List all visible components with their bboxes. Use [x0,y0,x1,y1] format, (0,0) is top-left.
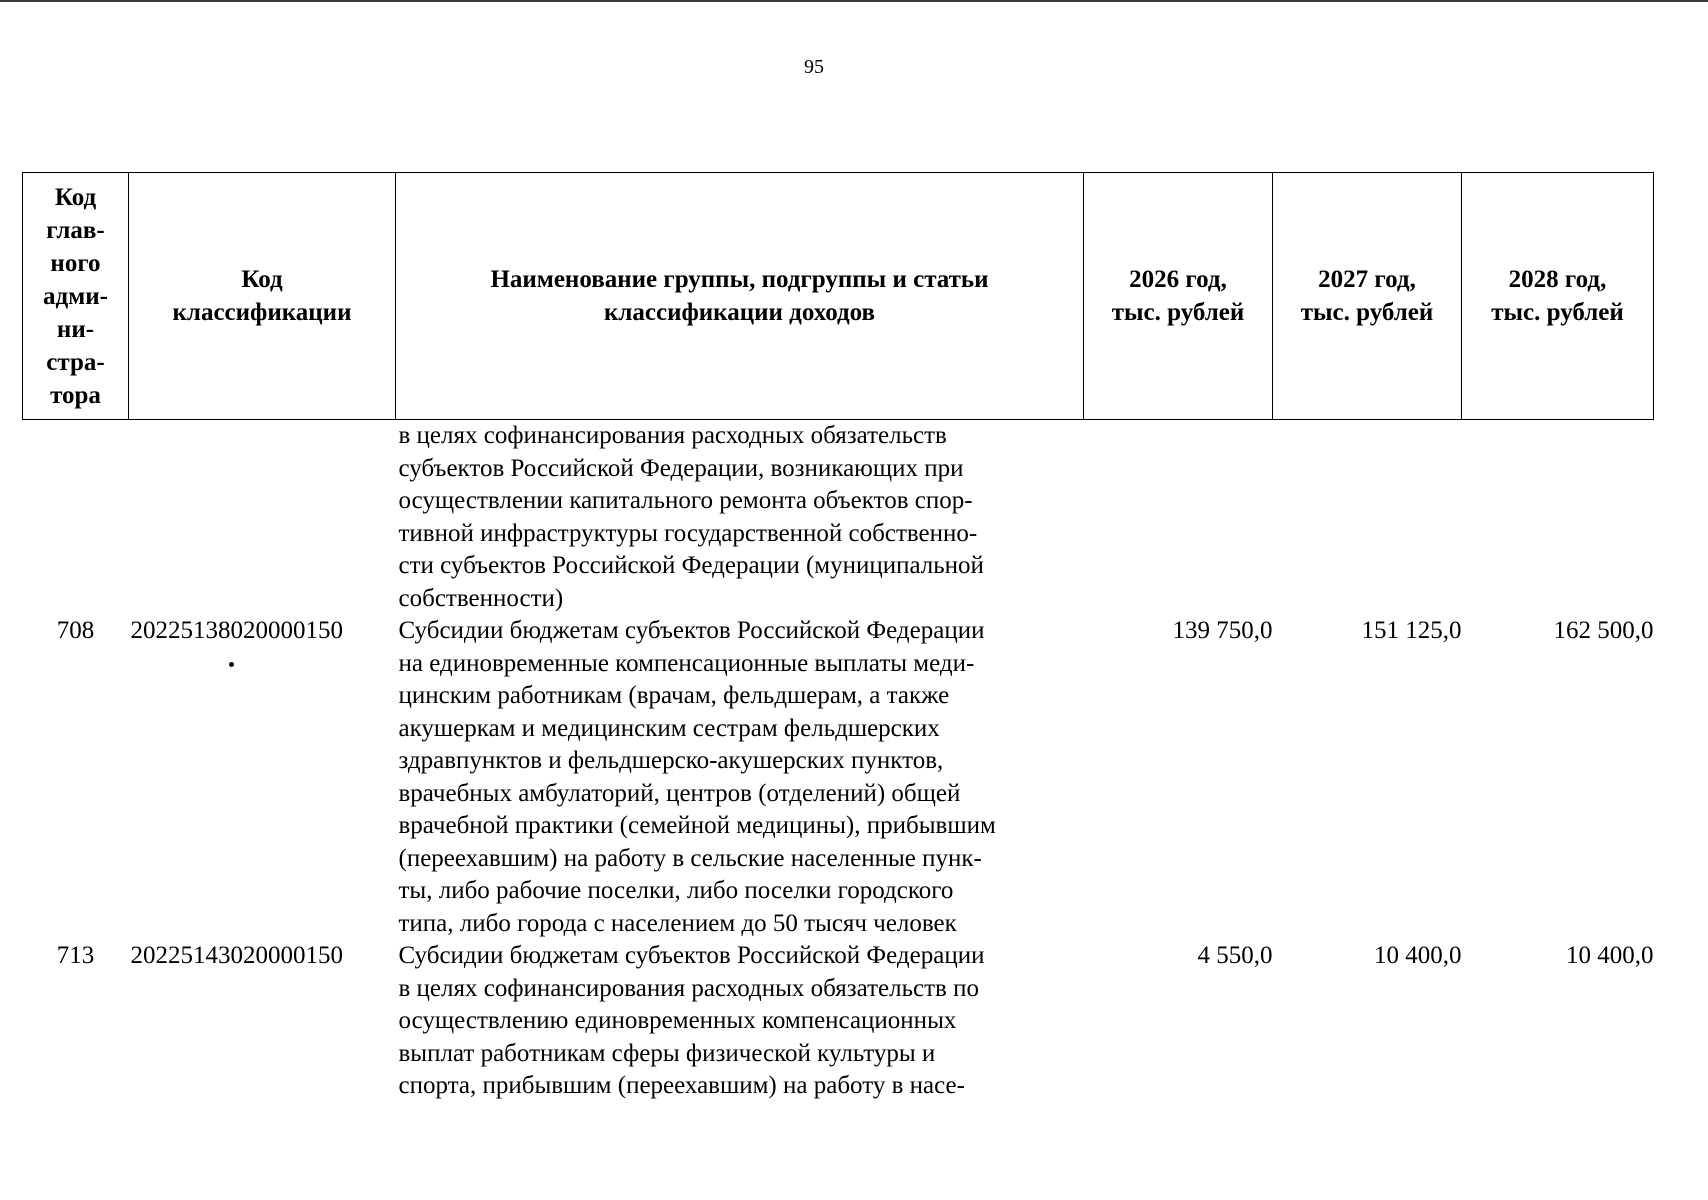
cell-value-2026: 139 750,0 [1172,617,1273,644]
text-line: в целях софинансирования расходных обязательств [398,422,947,449]
header-2026-line: 2026 год, [1129,266,1227,293]
header-2026-line: тыс. рублей [1111,299,1245,326]
text-line: цинским работникам (врачам, фельдшерам, а также [398,682,950,709]
cell-admin-code: 713 [56,942,95,969]
cell-value-2028: 162 500,0 [1553,617,1654,644]
cell-value-2027: 10 400,0 [1374,942,1462,969]
header-class-code-line: Код [241,266,283,293]
header-admin-code-line: Код [54,183,97,211]
budget-table [22,172,1654,1103]
cell-2027-empty [1273,420,1462,616]
cell-income-name [396,940,1084,1103]
text-line: выплат работникам сферы физической культуры и [398,1039,936,1067]
page-number: 95 [804,56,824,78]
table-body [23,420,1654,1103]
header-2027-line: тыс. рублей [1300,299,1434,326]
header-2027 [1273,173,1462,420]
scan-top-edge [0,0,1708,2]
cell-admin-empty [23,420,129,616]
header-income-name-line: Наименование группы, подгруппы и статьи [490,266,989,293]
cell-class-code [129,940,396,1103]
header-income-name-line: классификации доходов [603,299,876,326]
text-line: ты, либо рабочие поселки, либо поселки городского [398,877,954,904]
header-income-name [396,173,1084,420]
cell-value-2026: 4 550,0 [1197,942,1273,969]
table-header [23,173,1654,420]
header-class-code-line: классификации [172,299,352,326]
scan-dot-mark [229,662,234,667]
header-row [23,173,1654,420]
header-admin-code-line: глав- [46,216,105,244]
text-line: субъектов Российской Федерации, возникающих при [398,454,964,482]
table-row [23,615,1654,940]
text-line: акушеркам и медицинским сестрам фельдшерских [398,714,940,742]
text-line: тивной инфраструктуры государственной собственно- [398,519,978,547]
cell-class-code [129,615,396,940]
text-line: спорта, прибывшим (переехавшим) на работу в насе- [398,1072,965,1099]
text-line: Субсидии бюджетам субъектов Российской Федерации [398,617,985,644]
text-line: осуществлении капитального ремонта объектов спор- [398,487,973,514]
cell-value-2027: 151 125,0 [1361,617,1462,644]
cell-2026-empty [1084,420,1273,616]
class-code-text: 20225138020000150 [130,617,343,644]
text-line: типа, либо города с населением до 50 тысяч человек [398,909,957,937]
header-2028 [1462,173,1654,420]
cell-income-name [396,615,1084,940]
header-2027-line: 2027 год, [1318,266,1416,293]
cell-name-continuation [396,420,1084,616]
text-line: (переехавшим) на работу в сельские населенные пунк- [398,844,982,872]
text-line: собственности) [398,584,564,612]
header-2026 [1084,173,1273,420]
header-2028-line: 2028 год, [1508,266,1607,293]
text-line: осуществлению единовременных компенсационных [398,1007,957,1034]
header-admin-code-line: адми- [43,282,108,310]
header-class-code [129,173,396,420]
cell-code-empty [129,420,396,616]
text-line: Субсидии бюджетам субъектов Российской Федерации [398,942,985,969]
text-line: врачебных амбулаторий, центров (отделений) общей [398,779,961,807]
header-admin-code [23,173,129,420]
class-code-text: 20225143020000150 [130,942,343,969]
header-admin-code-line: ни- [56,315,95,343]
text-line: в целях софинансирования расходных обязательств по [398,974,979,1002]
text-line: сти субъектов Российской Федерации (муниципальной [398,552,984,579]
text-line: здравпунктов и фельдшерско-акушерских пунктов, [398,747,944,774]
header-admin-code-line: ного [50,249,101,277]
table-row [23,940,1654,1103]
header-admin-code-line: тора [50,381,101,409]
header-admin-code-line: стра- [46,348,105,376]
cell-admin-code: 708 [56,617,95,644]
cell-2028-empty [1462,420,1654,616]
table-row-continuation [23,420,1654,616]
text-line: врачебной практики (семейной медицины), прибывшим [398,812,996,839]
text-line: на единовременные компенсационные выплаты меди- [398,649,975,677]
cell-value-2028: 10 400,0 [1566,942,1654,969]
header-2028-line: тыс. рублей [1491,299,1624,326]
